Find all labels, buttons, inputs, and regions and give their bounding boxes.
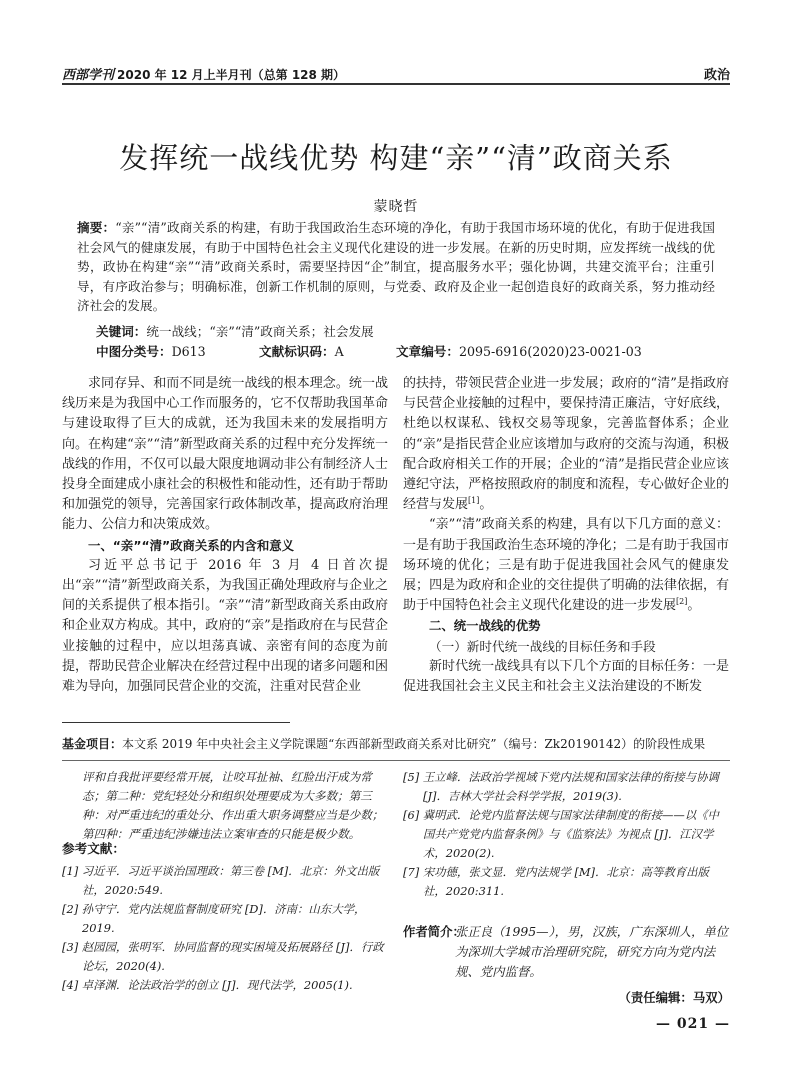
abstract-text: “亲”“清”政商关系的构建，有助于我国政治生态环境的净化，有助于我国市场环境的优化，有助于促进我国社会风气的健康发展，有助于中国特色社会主义现代化建设的进一步发展。在新的历史时期，应发挥统一战线的优势，政协在构建“亲”“清”政商关系时，需要坚持因“企”制宜，提高服务水平；强化协调，共建交流平台；注重引导，有序政治参与；明确标准，创新工作机制的原则，与党委、政府及企业一起创造良好的政商关系，努力推动经济社会的发展。 (77, 220, 715, 314)
clc-value: D613 (171, 344, 206, 359)
page-number: — 021 — (656, 1016, 730, 1032)
body-paragraph (403, 515, 729, 616)
reference-item: [3] 赵园园，张明军．协同监督的现实困境及拓展路径 [J]．行政论坛，2020(4). (62, 940, 384, 973)
body-paragraph (403, 374, 729, 515)
body-column-right (403, 374, 729, 697)
abstract (77, 218, 715, 316)
running-header (62, 62, 730, 86)
body-paragraph: 新时代统一战线具有以下几个方面的目标任务：一是促进我国社会主义民主和社会主义法治建设的不断发 (403, 658, 729, 695)
bio-text: 张正良（1995—），男，汉族，广东深圳人，单位为深圳大学城市治理研究院，研究方向为党内法规、党内监督。 (455, 924, 729, 979)
author-bio (403, 922, 729, 982)
paragraph-text: “亲”“清”政商关系的构建，具有以下几方面的意义：一是有助于我国政治生态环境的净化；二是有助于我国市场环境的优化；三是有助于促进我国社会风气的健康发展；四是为政府和企业的交往提供了明确的法律依据，有助于中国特色社会主义现代化建设的进一步发展 (403, 517, 729, 614)
article-meta (96, 322, 716, 362)
citation-marker: [2] (676, 597, 688, 607)
body-paragraph: 求同存异、和而不同是统一战线的根本理念。统一战线历来是为我国中心工作而服务的，它不仅帮助我国革命与建设取得了巨大的成就，还为我国未来的发展指明方向。在构建“亲”“清”新型政商关系的过程中充分发挥统一战线的作用，不仅可以最大限度地调动非公有制经济人士投身全面建成小康社会的积极性和能动性，还有助于帮助和加强党的领导，完善国家行政体制改革，提高政府治理能力、公信力和决策成效。 (62, 376, 388, 533)
fund-note (62, 735, 730, 753)
journal-issue-line (62, 64, 345, 83)
continued-note: 评和自我批评要经常开展，让咬耳扯袖、红脸出汗成为常态；第二种：党纪轻处分和组织处理要成为大多数；第三种：对严重违纪的重处分、作出重大职务调整应当是少数；第四种：严重违纪涉嫌违法立案审查的只能是极少数。 (82, 770, 384, 841)
references-list-left (62, 862, 388, 995)
references-title: 参考文献： (62, 841, 125, 856)
keywords-line (96, 322, 716, 342)
article-author: 蒙晓哲 (373, 199, 419, 215)
keywords-label: 关键词： (96, 324, 147, 339)
reference-item: [4] 卓泽渊．论法政治学的创立 [J]．现代法学，2005(1). (62, 978, 353, 992)
article-no-label: 文章编号： (396, 344, 459, 359)
section-heading-1: 一、“亲”“清”政商关系的内含和意义 (88, 537, 295, 553)
doc-code-label: 文献标识码： (259, 344, 335, 359)
article-title: 发挥统一战线优势 构建“亲”“清”政商关系 (119, 141, 673, 175)
citation-marker: [1] (468, 496, 480, 506)
fund-label: 基金项目： (62, 737, 123, 751)
references-list-right (403, 768, 729, 901)
fund-rule (62, 760, 730, 761)
article-no-value: 2095-6916(2020)23-0021-03 (458, 344, 642, 359)
subsection-heading: （一）新时代统一战线的目标任务和手段 (429, 638, 656, 654)
section-heading-2: 二、统一战线的优势 (429, 618, 541, 634)
fund-text: 本文系 2019 年中央社会主义学院课题“东西部新型政商关系对比研究”（编号：Zk20190142）的阶段性成果 (122, 737, 706, 751)
reference-item: [1] 习近平．习近平谈治国理政：第三卷 [M]．北京：外文出版社，2020:549. (62, 864, 380, 897)
issue-text: 2020 年 12 月上半月刊（总第 128 期） (117, 68, 346, 82)
paragraph-text: 的扶持，带领民营企业进一步发展；政府的“清”是指政府与民营企业接触的过程中，要保持清正廉洁，守好底线，杜绝以权谋私、钱权交易等现象，完善监督体系；企业的“亲”是指民营企业应该增加与政府的交流与沟通，积极配合政府相关工作的开展；企业的“清”是指民营企业应该遵纪守法，严格按照政府的制度和流程，专心做好企业的经营与发展 (403, 376, 729, 513)
body-paragraph: 习近平总书记于 2016 年 3 月 4 日首次提出“亲”“清”新型政商关系，为我国正确处理政府与企业之间的关系提供了根本指引。“亲”“清”新型政商关系由政府和企业双方构成。其中，政府的“亲”是指政府在与民营企业接触的过程中，应以坦荡真诚、亲密有间的态度为前提，帮助民营企业解决在经营过程中出现的诸多问题和困难为导向，加强同民营企业的交流，注重对民营企业 (62, 557, 388, 695)
footnote-rule (62, 722, 290, 723)
reference-item: [2] 孙守宁．党内法规监督制度研究 [D]．济南：山东大学，2019. (62, 902, 366, 935)
clc-label: 中图分类号： (96, 344, 172, 359)
bio-label: 作者简介： (403, 924, 465, 939)
reference-item: [5] 王立峰．法政治学视域下党内法规和国家法律的衔接与协调 [J]．吉林大学社会科学学报，2019(3). (403, 770, 719, 803)
paragraph-end: 。 (687, 598, 701, 614)
abstract-label: 摘要： (77, 220, 116, 235)
paragraph-end: 。 (479, 497, 493, 513)
reference-item: [6] 冀明武．论党内监督法规与国家法律制度的衔接——以《中国共产党党内监督条例》与《监察法》为视点 [J]．江汉学术，2020(2). (403, 808, 719, 860)
header-rule (62, 83, 730, 85)
classification-line (96, 342, 716, 362)
keywords-text: 统一战线；“亲”“清”政商关系；社会发展 (146, 324, 374, 339)
section-label: 政治 (703, 68, 730, 83)
reference-item: [7] 宋功德，张文显．党内法规学 [M]．北京：高等教育出版社，2020:311. (403, 865, 709, 898)
responsible-editor: （责任编辑：马双） (618, 990, 730, 1005)
body-column-left (62, 374, 388, 697)
doc-code-value: A (334, 344, 344, 359)
journal-logo: 西部学刊 (62, 68, 115, 83)
